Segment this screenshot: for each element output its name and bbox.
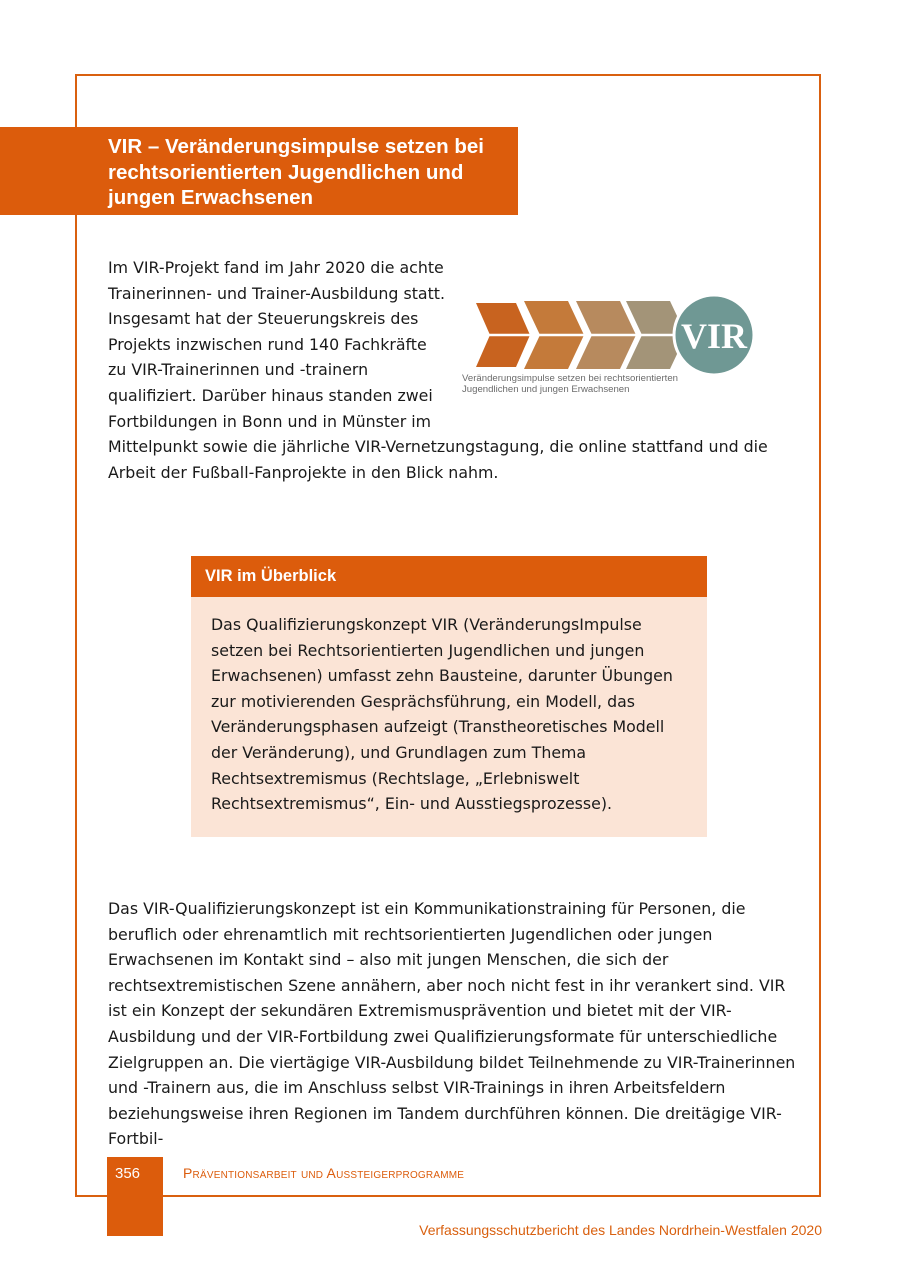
vir-logo	[446, 255, 794, 433]
page-title: VIR – Veränderungsimpulse setzen bei rechtsorientierten Jugendlichen und jungen Erwachsenen	[108, 135, 484, 209]
overview-box	[191, 556, 707, 837]
intro-section	[108, 255, 798, 485]
intro-paragraph: Im VIR-Projekt fand im Jahr 2020 die achte Trainerinnen- und Trainer-Ausbildung statt. Insgesamt hat der Steuerungskreis des Projekts inzwischen rund 140 Fachkräfte zu VIR-Trainerinnen und -trainern qualifiziert. Darüber hinaus standen zwei Fortbildungen in Bonn und in Münster im Mittelpunkt sowie die jährliche VIR-Vernetzungstagung, die online stattfand und die Arbeit der Fußball-Fanprojekte in den Blick nahm.	[108, 258, 768, 482]
overview-box-heading: VIR im Überblick	[191, 556, 707, 597]
logo-caption-line-1: Veränderungsimpulse setzen bei rechtsorientierten	[462, 373, 678, 384]
vir-logo-container	[446, 255, 794, 433]
vir-logo-graphic	[446, 255, 794, 433]
logo-caption-line-2: Jugendlichen und jungen Erwachsenen	[462, 384, 630, 395]
overview-box-text: Das Qualifizierungskonzept VIR (VeränderungsImpulse setzen bei Rechtsorientierten Jugendlichen und jungen Erwachsenen) umfasst zehn Bausteine, darunter Übungen zur motivierenden Gesprächsführung, ein Modell, das Veränderungsphasen aufzeigt (Transtheoretisches Modell der Veränderung), und Grundlagen zum Thema Rechtsextremismus (Rechtslage, „Erlebniswelt Rechtsextremismus“, Ein- und Ausstiegsprozesse).	[211, 615, 673, 814]
title-banner	[0, 127, 518, 215]
logo-caption	[462, 373, 762, 395]
page-number: 356	[115, 1165, 141, 1182]
main-paragraph: Das VIR-Qualifizierungskonzept ist ein Kommunikationstraining für Personen, die beruflich oder ehrenamtlich mit rechtsorientierten Jugendlichen oder jungen Erwachsenen im Kontakt sind – also mit jungen Menschen, die sich der rechtsextremistischen Szene annähern, aber noch nicht fest in ihr verankert sind. VIR ist ein Konzept der sekundären Extremismusprävention und bietet mit der VIR-Ausbildung und der VIR-Fortbildung zwei Qualifizierungsformate für unterschiedliche Zielgruppen an. Die viertägige VIR-Ausbildung bildet Teilnehmende zu VIR-Trainerinnen und -Trainern aus, die im Anschluss selbst VIR-Trainings in ihren Arbeitsfeldern beziehungsweise ihren Regionen im Tandem durchführen können. Die dreitägige VIR-Fortbil-	[108, 899, 796, 1149]
logo-wordmark: VIR	[680, 316, 748, 356]
section-title: Präventionsarbeit und Aussteigerprogramme	[183, 1165, 465, 1181]
footer-text: Verfassungsschutzbericht des Landes Nordrhein-Westfalen 2020	[419, 1222, 822, 1238]
